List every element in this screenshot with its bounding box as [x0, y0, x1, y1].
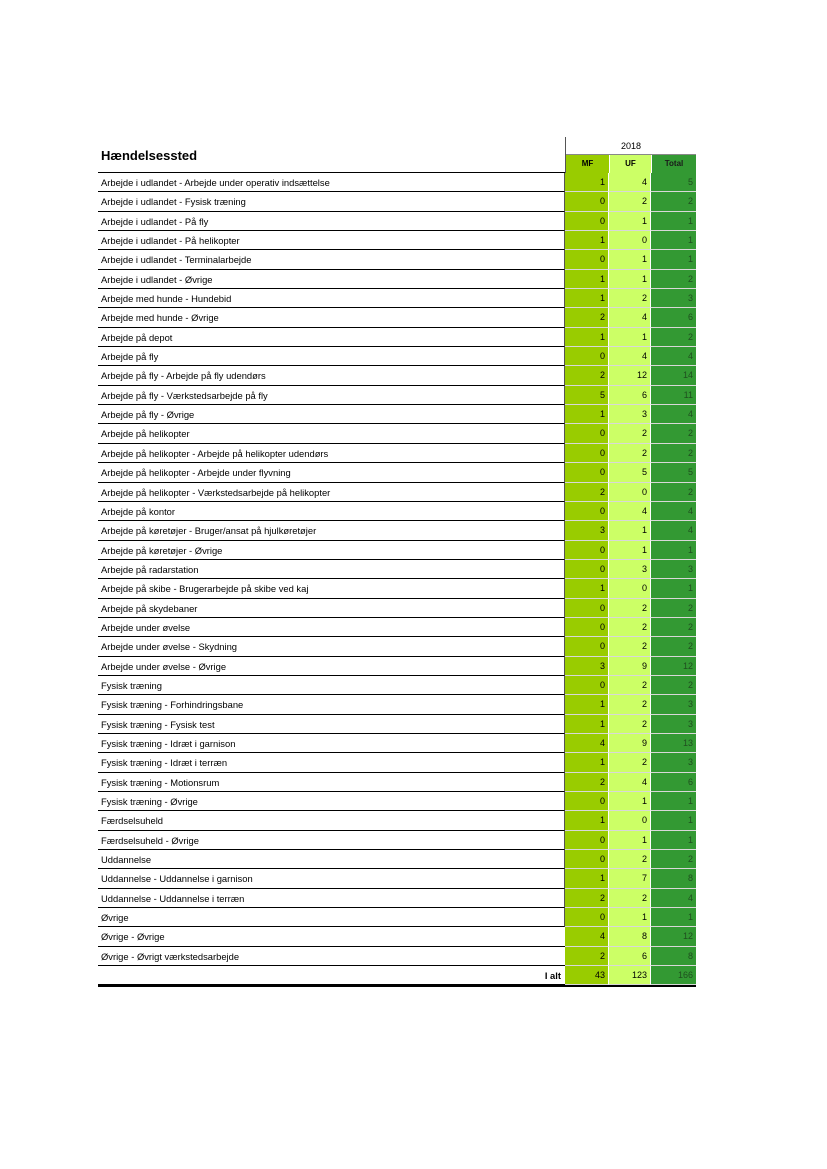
cell-mf: 0 — [565, 560, 609, 579]
row-label: Arbejde på helikopter - Arbejde under flyvning — [98, 463, 565, 482]
cell-uf: 4 — [609, 773, 651, 792]
table-row — [98, 231, 696, 250]
table-row — [98, 463, 696, 482]
row-label: Arbejde i udlandet - Arbejde under operativ indsættelse — [98, 173, 565, 192]
cell-total: 5 — [651, 173, 696, 192]
cell-uf: 7 — [609, 869, 651, 888]
cell-mf: 0 — [565, 502, 609, 521]
table-row — [98, 676, 696, 695]
cell-mf: 1 — [565, 231, 609, 250]
cell-total: 3 — [651, 715, 696, 734]
cell-total: 2 — [651, 676, 696, 695]
cell-mf: 1 — [565, 753, 609, 772]
table-row — [98, 811, 696, 830]
table-row — [98, 212, 696, 231]
row-label: Arbejde på fly - Værkstedsarbejde på fly — [98, 386, 565, 405]
cell-mf: 0 — [565, 347, 609, 366]
cell-mf: 0 — [565, 192, 609, 211]
cell-total: 2 — [651, 328, 696, 347]
cell-total: 2 — [651, 192, 696, 211]
row-label: Øvrige — [98, 908, 565, 927]
cell-total: 14 — [651, 366, 696, 385]
table-row — [98, 502, 696, 521]
cell-uf: 0 — [609, 579, 651, 598]
row-label: Arbejde på helikopter - Værkstedsarbejde på helikopter — [98, 483, 565, 502]
row-label: Fysisk træning - Øvrige — [98, 792, 565, 811]
cell-mf: 0 — [565, 599, 609, 618]
year-header: 2018 — [620, 141, 642, 151]
row-label: Færdselsuheld - Øvrige — [98, 831, 565, 850]
cell-mf: 0 — [565, 424, 609, 443]
cell-total: 2 — [651, 483, 696, 502]
cell-mf: 0 — [565, 908, 609, 927]
cell-uf: 1 — [609, 250, 651, 269]
cell-total: 1 — [651, 831, 696, 850]
table-row — [98, 424, 696, 443]
table-row — [98, 579, 696, 598]
cell-uf: 2 — [609, 715, 651, 734]
row-label: Arbejde på kontor — [98, 502, 565, 521]
cell-total: 12 — [651, 927, 696, 946]
cell-mf: 0 — [565, 463, 609, 482]
table-row — [98, 927, 696, 946]
table-row — [98, 599, 696, 618]
table-row — [98, 908, 696, 927]
cell-uf: 2 — [609, 444, 651, 463]
cell-mf: 0 — [565, 792, 609, 811]
cell-uf: 2 — [609, 676, 651, 695]
cell-total: 6 — [651, 773, 696, 792]
cell-total: 1 — [651, 792, 696, 811]
cell-uf: 1 — [609, 792, 651, 811]
table-row — [98, 773, 696, 792]
cell-total: 3 — [651, 289, 696, 308]
column-header-total: Total — [652, 155, 696, 173]
cell-uf: 2 — [609, 289, 651, 308]
cell-mf: 3 — [565, 657, 609, 676]
total-row — [98, 966, 696, 987]
table-row — [98, 541, 696, 560]
cell-mf: 1 — [565, 173, 609, 192]
cell-mf: 2 — [565, 889, 609, 908]
cell-uf: 2 — [609, 753, 651, 772]
row-label: Arbejde under øvelse — [98, 618, 565, 637]
cell-uf: 5 — [609, 463, 651, 482]
row-label: Færdselsuheld — [98, 811, 565, 830]
row-label: Arbejde på radarstation — [98, 560, 565, 579]
table-row — [98, 483, 696, 502]
table-row — [98, 792, 696, 811]
row-label: Arbejde på fly - Øvrige — [98, 405, 565, 424]
cell-total: 1 — [651, 250, 696, 269]
row-label: Arbejde på helikopter - Arbejde på helikopter udendørs — [98, 444, 565, 463]
cell-uf: 9 — [609, 657, 651, 676]
row-label: Arbejde på køretøjer - Øvrige — [98, 541, 565, 560]
cell-uf: 0 — [609, 811, 651, 830]
cell-mf: 2 — [565, 773, 609, 792]
cell-mf: 2 — [565, 483, 609, 502]
table-row — [98, 328, 696, 347]
table-row — [98, 250, 696, 269]
cell-uf: 4 — [609, 308, 651, 327]
table-row — [98, 405, 696, 424]
cell-total: 4 — [651, 521, 696, 540]
row-label: Arbejde under øvelse - Øvrige — [98, 657, 565, 676]
cell-total: 2 — [651, 637, 696, 656]
cell-mf: 0 — [565, 212, 609, 231]
cell-mf: 1 — [565, 579, 609, 598]
cell-total: 4 — [651, 347, 696, 366]
cell-total: 1 — [651, 908, 696, 927]
cell-mf: 0 — [565, 618, 609, 637]
cell-mf: 1 — [565, 270, 609, 289]
row-label: Fysisk træning — [98, 676, 565, 695]
row-label: Øvrige - Øvrige — [98, 927, 565, 946]
table-row — [98, 657, 696, 676]
row-label: Arbejde på helikopter — [98, 424, 565, 443]
table-row — [98, 192, 696, 211]
table-row — [98, 173, 696, 192]
cell-mf: 2 — [565, 308, 609, 327]
cell-total: 4 — [651, 405, 696, 424]
row-label: Arbejde under øvelse - Skydning — [98, 637, 565, 656]
cell-uf: 2 — [609, 192, 651, 211]
cell-mf: 1 — [565, 695, 609, 714]
row-label: Fysisk træning - Motionsrum — [98, 773, 565, 792]
row-label: Arbejde på fly — [98, 347, 565, 366]
cell-mf: 1 — [565, 715, 609, 734]
table-row — [98, 869, 696, 888]
cell-total: 1 — [651, 811, 696, 830]
table-row — [98, 889, 696, 908]
table-row — [98, 637, 696, 656]
row-label: Øvrige - Øvrigt værkstedsarbejde — [98, 947, 565, 966]
row-label: Arbejde i udlandet - På helikopter — [98, 231, 565, 250]
cell-mf: 3 — [565, 521, 609, 540]
cell-uf: 2 — [609, 889, 651, 908]
cell-total: 1 — [651, 541, 696, 560]
cell-total: 4 — [651, 889, 696, 908]
table-row — [98, 386, 696, 405]
cell-mf: 4 — [565, 927, 609, 946]
table-row — [98, 850, 696, 869]
cell-uf: 4 — [609, 502, 651, 521]
row-label: Uddannelse - Uddannelse i terræn — [98, 889, 565, 908]
cell-uf: 2 — [609, 637, 651, 656]
cell-uf: 6 — [609, 386, 651, 405]
cell-mf: 0 — [565, 637, 609, 656]
total-mf: 43 — [565, 966, 609, 985]
cell-uf: 1 — [609, 328, 651, 347]
row-label: Arbejde med hunde - Øvrige — [98, 308, 565, 327]
cell-uf: 2 — [609, 424, 651, 443]
table-row — [98, 618, 696, 637]
table-row — [98, 695, 696, 714]
cell-mf: 0 — [565, 541, 609, 560]
cell-total: 3 — [651, 695, 696, 714]
cell-uf: 0 — [609, 231, 651, 250]
cell-mf: 0 — [565, 676, 609, 695]
cell-uf: 1 — [609, 521, 651, 540]
cell-mf: 1 — [565, 328, 609, 347]
row-label: Arbejde i udlandet - På fly — [98, 212, 565, 231]
cell-total: 1 — [651, 579, 696, 598]
row-label: Uddannelse — [98, 850, 565, 869]
table-row — [98, 947, 696, 966]
cell-uf: 2 — [609, 695, 651, 714]
cell-total: 11 — [651, 386, 696, 405]
row-label: Arbejde på fly - Arbejde på fly udendørs — [98, 366, 565, 385]
table-row — [98, 289, 696, 308]
cell-total: 6 — [651, 308, 696, 327]
row-label: Fysisk træning - Idræt i garnison — [98, 734, 565, 753]
cell-total: 3 — [651, 560, 696, 579]
cell-total: 5 — [651, 463, 696, 482]
table-row — [98, 444, 696, 463]
total-uf: 123 — [609, 966, 651, 985]
total-label: I alt — [98, 966, 565, 985]
cell-mf: 2 — [565, 947, 609, 966]
row-label: Arbejde på skibe - Brugerarbejde på skibe ved kaj — [98, 579, 565, 598]
table-row — [98, 831, 696, 850]
cell-uf: 1 — [609, 270, 651, 289]
cell-total: 2 — [651, 270, 696, 289]
table-row — [98, 366, 696, 385]
cell-total: 2 — [651, 599, 696, 618]
cell-uf: 4 — [609, 173, 651, 192]
cell-mf: 0 — [565, 850, 609, 869]
total-total: 166 — [651, 966, 696, 985]
row-label: Fysisk træning - Forhindringsbane — [98, 695, 565, 714]
row-label: Arbejde i udlandet - Terminalarbejde — [98, 250, 565, 269]
table-row — [98, 308, 696, 327]
table-row — [98, 734, 696, 753]
cell-uf: 8 — [609, 927, 651, 946]
cell-total: 2 — [651, 424, 696, 443]
row-label: Arbejde på depot — [98, 328, 565, 347]
cell-uf: 1 — [609, 212, 651, 231]
cell-total: 3 — [651, 753, 696, 772]
cell-mf: 1 — [565, 811, 609, 830]
column-header-uf: UF — [610, 155, 651, 173]
cell-mf: 1 — [565, 289, 609, 308]
cell-mf: 1 — [565, 405, 609, 424]
row-label: Uddannelse - Uddannelse i garnison — [98, 869, 565, 888]
cell-total: 12 — [651, 657, 696, 676]
cell-uf: 2 — [609, 618, 651, 637]
row-label: Fysisk træning - Idræt i terræn — [98, 753, 565, 772]
cell-mf: 1 — [565, 869, 609, 888]
cell-mf: 0 — [565, 831, 609, 850]
cell-uf: 1 — [609, 541, 651, 560]
row-label: Arbejde i udlandet - Øvrige — [98, 270, 565, 289]
cell-uf: 6 — [609, 947, 651, 966]
cell-total: 2 — [651, 444, 696, 463]
table-row — [98, 347, 696, 366]
column-header-mf: MF — [566, 155, 609, 173]
table-row — [98, 753, 696, 772]
data-table — [98, 173, 696, 987]
cell-mf: 0 — [565, 250, 609, 269]
cell-uf: 4 — [609, 347, 651, 366]
cell-total: 2 — [651, 618, 696, 637]
cell-total: 1 — [651, 231, 696, 250]
cell-mf: 5 — [565, 386, 609, 405]
table-row — [98, 521, 696, 540]
cell-mf: 2 — [565, 366, 609, 385]
table-row — [98, 560, 696, 579]
cell-mf: 4 — [565, 734, 609, 753]
cell-total: 1 — [651, 212, 696, 231]
cell-uf: 0 — [609, 483, 651, 502]
cell-uf: 3 — [609, 405, 651, 424]
cell-uf: 1 — [609, 908, 651, 927]
row-label: Fysisk træning - Fysisk test — [98, 715, 565, 734]
row-label: Arbejde på skydebaner — [98, 599, 565, 618]
row-label: Arbejde på køretøjer - Bruger/ansat på hjulkøretøjer — [98, 521, 565, 540]
table-title: Hændelsessted — [101, 148, 198, 163]
table-row — [98, 715, 696, 734]
cell-uf: 1 — [609, 831, 651, 850]
cell-uf: 12 — [609, 366, 651, 385]
cell-mf: 0 — [565, 444, 609, 463]
cell-uf: 2 — [609, 850, 651, 869]
table-row — [98, 270, 696, 289]
cell-total: 8 — [651, 947, 696, 966]
cell-uf: 2 — [609, 599, 651, 618]
row-label: Arbejde i udlandet - Fysisk træning — [98, 192, 565, 211]
cell-total: 2 — [651, 850, 696, 869]
cell-total: 13 — [651, 734, 696, 753]
cell-uf: 9 — [609, 734, 651, 753]
cell-total: 4 — [651, 502, 696, 521]
cell-total: 8 — [651, 869, 696, 888]
cell-uf: 3 — [609, 560, 651, 579]
row-label: Arbejde med hunde - Hundebid — [98, 289, 565, 308]
